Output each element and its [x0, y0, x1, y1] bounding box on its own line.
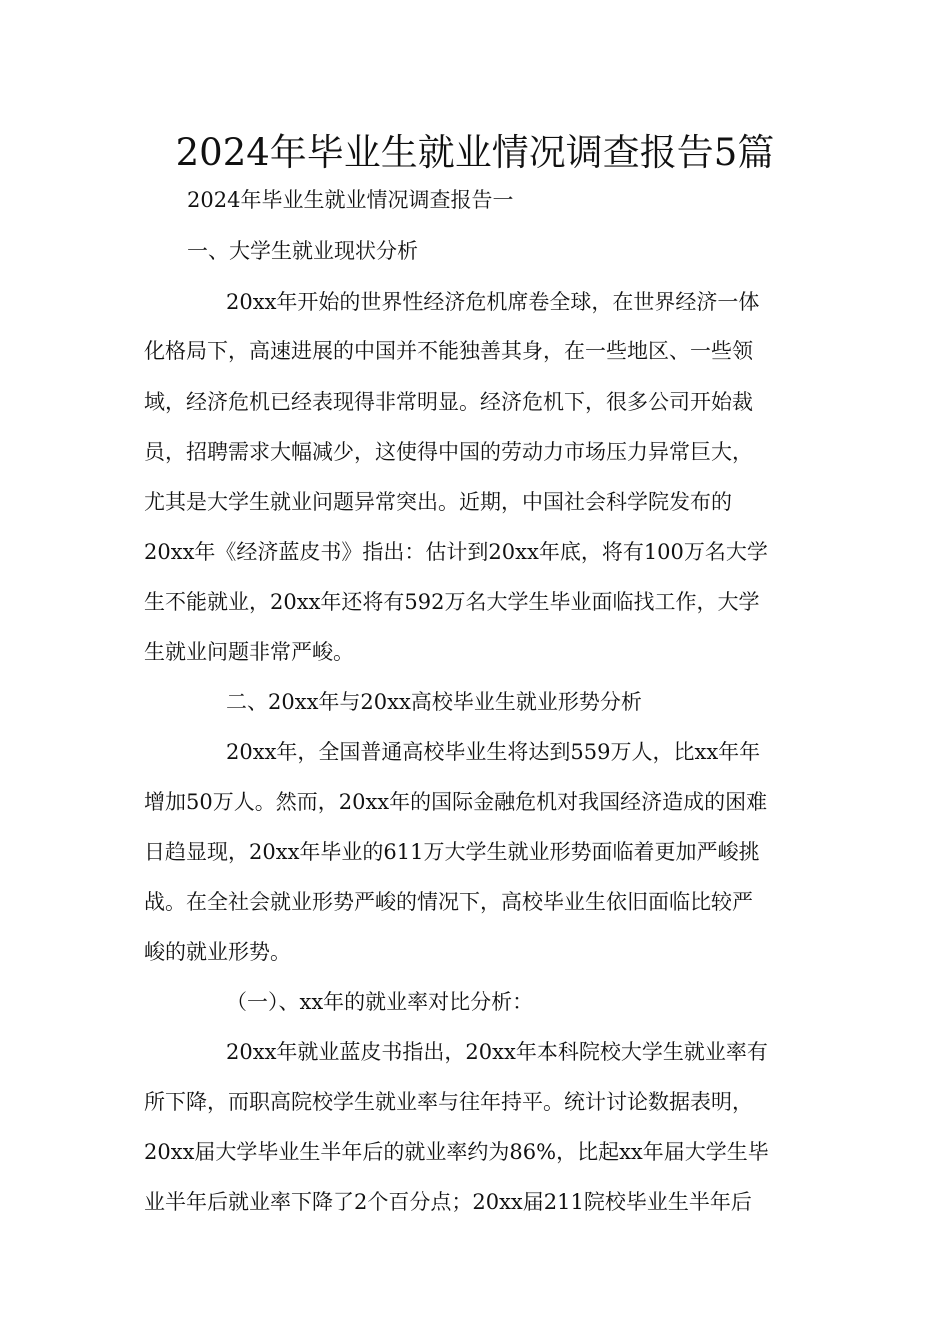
- paragraph-line: 域，经济危机已经表现得非常明显。经济危机下，很多公司开始裁: [144, 390, 753, 414]
- paragraph-line: 峻的就业形势。: [144, 940, 291, 964]
- paragraph-line: 20xx年，全国普通高校毕业生将达到559万人，比xx年年: [226, 740, 761, 764]
- section-heading-current-situation: 一、大学生就业现状分析: [187, 239, 418, 263]
- section-heading-employment-situation: 二、20xx年与20xx高校毕业生就业形势分析: [226, 690, 642, 714]
- report-subtitle: 2024年毕业生就业情况调查报告一: [187, 188, 514, 212]
- paragraph-line: 20xx年开始的世界性经济危机席卷全球，在世界经济一体: [226, 290, 760, 314]
- paragraph-line: 20xx年《经济蓝皮书》指出：估计到20xx年底，将有100万名大学: [144, 540, 768, 564]
- paragraph-line: 增加50万人。然而，20xx年的国际金融危机对我国经济造成的困难: [144, 790, 768, 814]
- paragraph-line: 所下降，而职高院校学生就业率与往年持平。统计讨论数据表明，: [144, 1090, 753, 1114]
- paragraph-line: 日趋显现，20xx年毕业的611万大学生就业形势面临着更加严峻挑: [144, 840, 760, 864]
- subsection-heading-employment-rate: （一）、xx年的就业率对比分析：: [226, 990, 534, 1014]
- paragraph-line: 战。在全社会就业形势严峻的情况下，高校毕业生依旧面临比较严: [144, 890, 753, 914]
- paragraph-line: 20xx年就业蓝皮书指出，20xx年本科院校大学生就业率有: [226, 1040, 768, 1064]
- paragraph-line: 化格局下，高速进展的中国并不能独善其身，在一些地区、一些领: [144, 339, 753, 363]
- paragraph-line: 生不能就业，20xx年还将有592万名大学生毕业面临找工作，大学: [144, 590, 760, 614]
- document-title: 2024年毕业生就业情况调查报告5篇: [175, 131, 775, 174]
- paragraph-line: 生就业问题非常严峻。: [144, 640, 354, 664]
- paragraph-line: 尤其是大学生就业问题异常突出。近期，中国社会科学院发布的: [144, 490, 732, 514]
- paragraph-line: 20xx届大学毕业生半年后的就业率约为86%，比起xx年届大学生毕: [144, 1140, 769, 1164]
- paragraph-line: 员，招聘需求大幅减少，这使得中国的劳动力市场压力异常巨大，: [144, 440, 753, 464]
- paragraph-line: 业半年后就业率下降了2个百分点；20xx届211院校毕业生半年后: [144, 1190, 752, 1214]
